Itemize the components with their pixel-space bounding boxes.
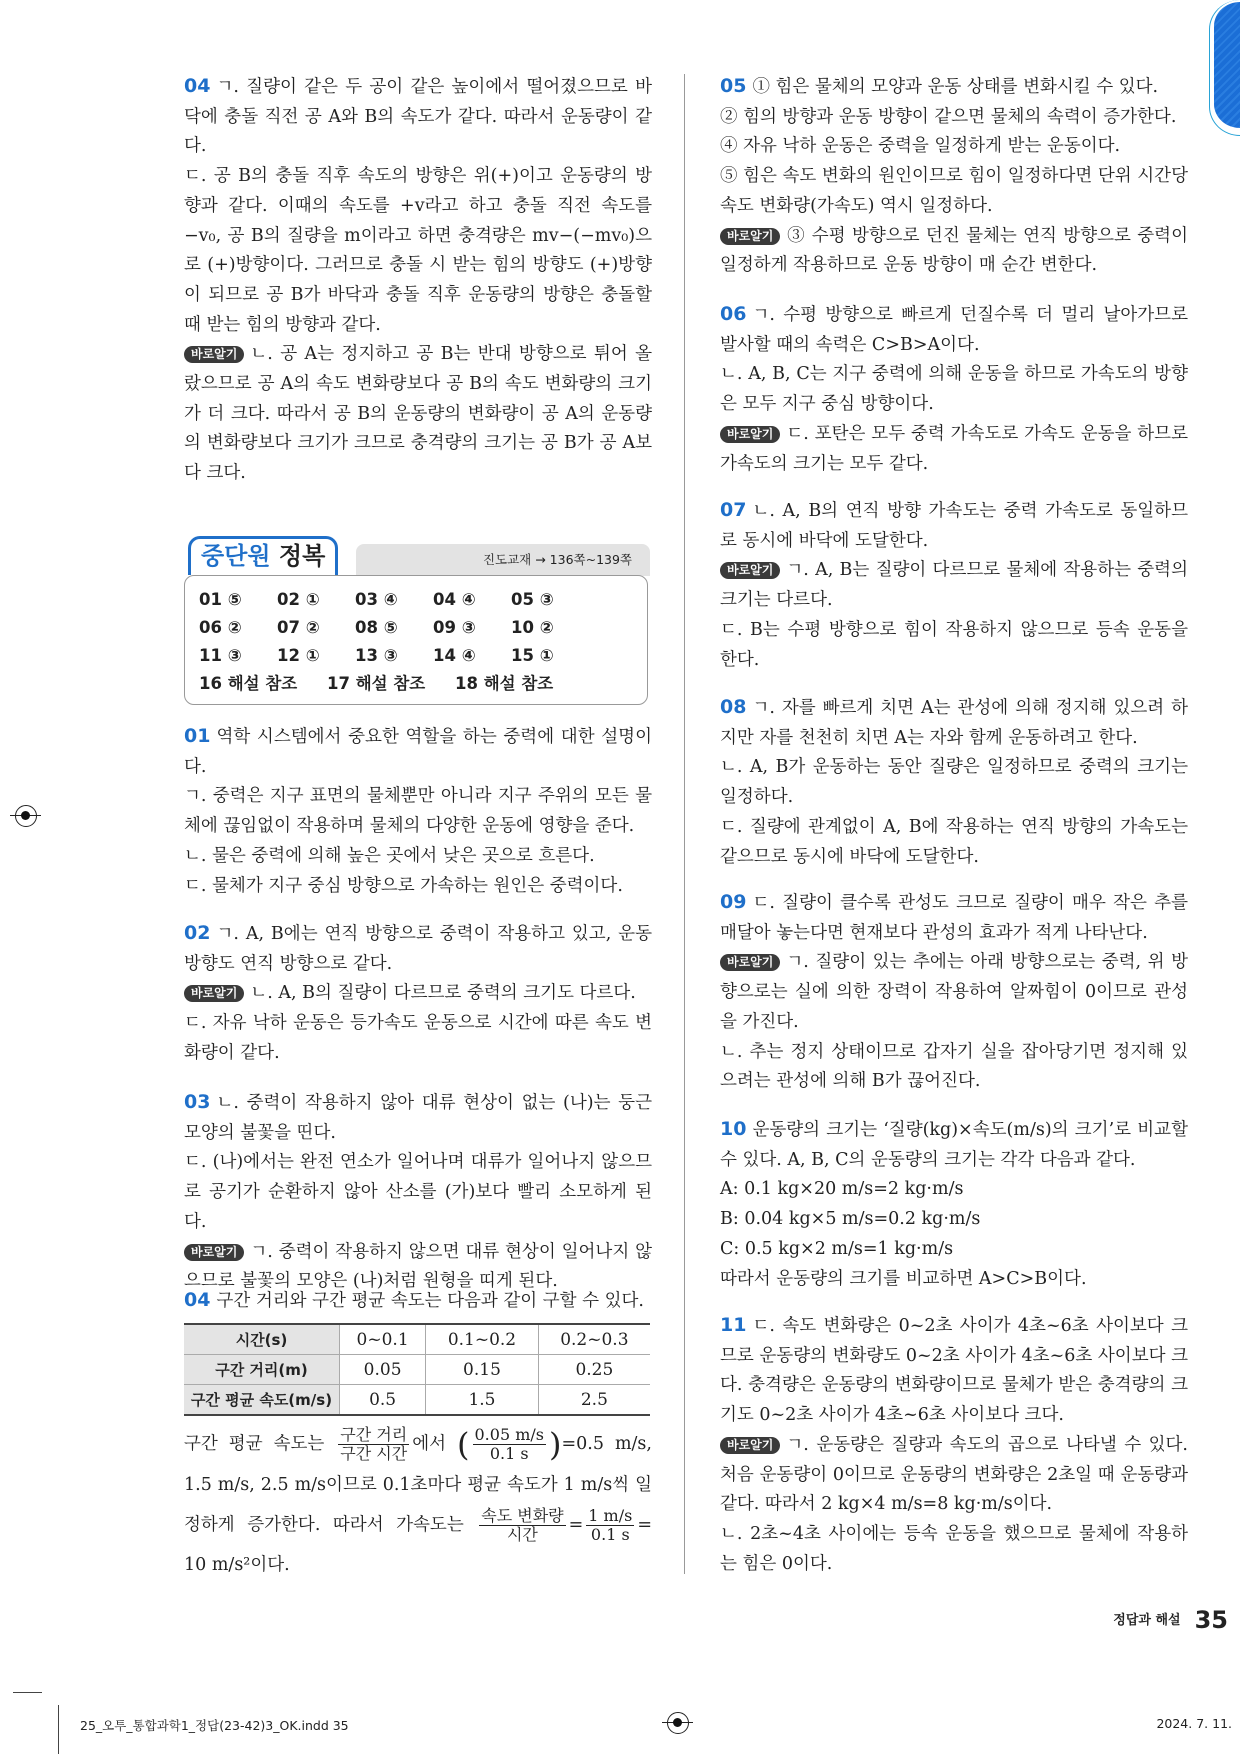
question-number: 07 <box>720 499 747 521</box>
answer-item: 03 ④ <box>355 590 398 609</box>
answer-block <box>720 496 1188 675</box>
answer-item: 07 ② <box>277 618 320 637</box>
table-cell: 0.5 <box>340 1385 426 1416</box>
explanation-text: ㄷ. 속도 변화량은 0~2초 사이가 4초~6초 사이보다 크므로 운동량의 변화량도 0~2초 사이가 4초~6초 사이보다 크다. 충격량은 운동량의 변화량이므로 물체가 받은 충격량의 크기도 0~2초 사이가 4초~6초 사이보다 크다. <box>720 1316 1188 1426</box>
table-cell: 0.25 <box>538 1355 650 1385</box>
explanation-text: ㄴ. 중력이 작용하지 않아 대류 현상이 없는 (나)는 둥근 모양의 불꽃을 띤다. <box>184 1093 652 1143</box>
explanation-paragraph <box>720 616 1188 675</box>
explanation-text: ㄴ. A, B가 운동하는 동안 질량은 일정하므로 중력의 크기는 일정하다. <box>720 757 1188 808</box>
explanation-paragraph <box>720 1235 1188 1265</box>
explanation-text: A: 0.1 kg×20 m/s=2 kg·m/s <box>720 1179 964 1200</box>
question-number: 06 <box>720 303 747 325</box>
answer-block <box>720 300 1188 479</box>
crop-mark <box>58 1705 59 1754</box>
explanation-paragraph <box>720 1038 1188 1097</box>
answer-key-box <box>184 575 648 705</box>
numerator: 1 m/s <box>588 1505 633 1525</box>
explanation-paragraph <box>184 1286 652 1317</box>
denominator: 구간 시간 <box>340 1444 408 1463</box>
table-row <box>184 1385 650 1416</box>
explanation-text: ㄴ. A, B의 질량이 다르므로 중력의 크기도 다르다. <box>250 983 636 1004</box>
explanation-text: ㄱ. 중력이 작용하지 않으면 대류 현상이 일어나지 않으므로 불꽃의 모양은 (나)처럼 원형을 띠게 된다. <box>184 1241 652 1292</box>
registration-mark-icon <box>667 1712 689 1734</box>
explanation-text: ㄱ. A, B에는 연직 방향으로 중력이 작용하고 있고, 운동 방향도 연직 방향으로 같다. <box>184 924 652 974</box>
correction-badge: 바로알기 <box>720 426 780 443</box>
explanation-paragraph <box>184 340 652 489</box>
answer-block <box>184 1286 652 1317</box>
print-date: 2024. 7. 11. <box>1156 1716 1232 1731</box>
acceleration-derivation <box>184 1424 652 1585</box>
answer-block <box>184 72 652 489</box>
explanation-text: ㄷ. (나)에서는 완전 연소가 일어나며 대류가 일어나지 않으므로 공기가 순환하지 않아 산소를 (가)보다 빨리 소모하게 된다. <box>184 1152 652 1232</box>
explanation-text: ㄱ. 질량이 같은 두 공이 같은 높이에서 떨어졌으므로 바닥에 충돌 직전 공 A와 B의 속도가 같다. 따라서 운동량이 같다. <box>184 77 652 157</box>
explanation-paragraph <box>720 132 1188 162</box>
explanation-paragraph <box>720 1265 1188 1295</box>
question-number: 05 <box>720 75 747 97</box>
explanation-text: ㄱ. 수평 방향으로 빠르게 던질수록 더 멀리 날아가므로 발사할 때의 속력은 C>B>A이다. <box>720 305 1188 355</box>
fraction <box>586 1507 634 1544</box>
explanation-text: ⑤ 힘은 속도 변화의 원인이므로 힘이 일정하다면 단위 시간당 속도 변화량(가속도) 역시 일정하다. <box>720 166 1188 216</box>
explanation-text: ㄴ. 공 A는 정지하고 공 B는 반대 방향으로 튀어 올랐으므로 공 A의 속도 변화량보다 공 B의 속도 변화량의 크기가 더 크다. 따라서 공 B의 운동량의 변화량이 공 A의 운동량의 변화량보다 크기가 크므로 충격량의 크기는 공 B가 공 A보다 크다. <box>184 344 652 484</box>
crop-mark <box>13 1692 42 1693</box>
numerator: 속도 변화량 <box>481 1505 564 1525</box>
answer-item: 05 ③ <box>511 590 554 609</box>
answer-item: 10 ② <box>511 618 554 637</box>
answer-item: 12 ① <box>277 646 320 665</box>
denominator: 0.1 s <box>590 1524 630 1544</box>
explanation-text: ㄱ. 운동량은 질량과 속도의 곱으로 나타낼 수 있다. 처음 운동량이 0이므로 운동량의 변화량은 2초일 때 운동량과 같다. 따라서 2 kg×4 m/s=8 kg·m/s이다. <box>720 1434 1188 1515</box>
table-cell: 0.05 <box>340 1355 426 1385</box>
question-number: 04 <box>184 75 211 97</box>
explanation-text: B: 0.04 kg×5 m/s=0.2 kg·m/s <box>720 1209 981 1230</box>
explanation-paragraph <box>720 948 1188 1037</box>
answer-item: 18 해설 참조 <box>455 674 554 693</box>
answer-item: 04 ④ <box>433 590 476 609</box>
answer-item: 06 ② <box>199 618 242 637</box>
answer-block <box>720 1115 1188 1294</box>
answer-item: 08 ⑤ <box>355 618 398 637</box>
explanation-paragraph <box>720 496 1188 556</box>
explanation-paragraph <box>184 1009 652 1068</box>
explanation-paragraph <box>184 1088 652 1148</box>
explanation-text: ㄷ. 물체가 지구 중심 방향으로 가속하는 원인은 중력이다. <box>184 875 623 896</box>
explanation-text: 운동량의 크기는 ‘질량(kg)×속도(m/s)의 크기’로 비교할 수 있다. A, B, C의 운동량의 크기는 각각 다음과 같다. <box>720 1120 1188 1170</box>
explanation-paragraph <box>720 222 1188 281</box>
explanation-paragraph <box>720 556 1188 615</box>
explanation-paragraph <box>720 1520 1188 1579</box>
footer-label: 정답과 해설 <box>1113 1613 1181 1628</box>
explanation-paragraph <box>720 103 1188 133</box>
question-number: 03 <box>184 1091 211 1113</box>
explanation-text: 따라서 운동량의 크기를 비교하면 A>C>B이다. <box>720 1268 1087 1289</box>
section-title <box>188 536 338 575</box>
explanation-text: ㄴ. 추는 정지 상태이므로 갑자기 실을 잡아당기면 정지해 있으려는 관성에 의해 B가 끊어진다. <box>720 1041 1188 1092</box>
explanation-text: ② 힘의 방향과 운동 방향이 같으면 물체의 속력이 증가한다. <box>720 106 1177 127</box>
table-cell: 시간(s) <box>184 1324 340 1355</box>
explanation-text: ㄴ. A, B, C는 지구 중력에 의해 운동을 하므로 가속도의 방향은 모두 지구 중심 방향이다. <box>720 364 1188 415</box>
speed-table <box>184 1323 650 1416</box>
explanation-paragraph <box>720 888 1188 948</box>
explanation-paragraph <box>720 813 1188 872</box>
explanation-paragraph <box>184 1148 652 1237</box>
explanation-paragraph <box>720 1431 1188 1520</box>
question-number: 02 <box>184 922 211 944</box>
correction-badge: 바로알기 <box>720 1437 780 1454</box>
formula-text: =0.5 m/s, 1.5 m/s, 2.5 m/s이므로 0.1초마다 평균 속도가 1 m/s씩 일정하게 증가한다. 따라서 가속도는 <box>184 1434 652 1535</box>
explanation-paragraph <box>720 360 1188 419</box>
page-number: 35 <box>1194 1606 1228 1634</box>
answer-block <box>184 722 652 901</box>
explanation-text: ㄷ. B는 수평 방향으로 힘이 작용하지 않으므로 등속 운동을 한다. <box>720 619 1188 670</box>
answer-item: 02 ① <box>277 590 320 609</box>
paren: ) <box>548 1425 562 1464</box>
question-number: 11 <box>720 1314 747 1336</box>
table-cell: 0.2~0.3 <box>538 1324 650 1355</box>
numerator: 0.05 m/s <box>474 1425 544 1444</box>
table-cell: 0.1~0.2 <box>426 1324 539 1355</box>
textbook-reference: 진도교재 → 136쪽~139쪽 <box>356 544 650 576</box>
explanation-text: ㄱ. 자를 빠르게 치면 A는 관성에 의해 정지해 있으려 하지만 자를 천천히 치면 A는 자와 함께 운동하려고 한다. <box>720 698 1188 748</box>
explanation-text: ㄷ. 자유 낙하 운동은 등가속도 운동으로 시간에 따른 속도 변화량이 같다. <box>184 1013 652 1063</box>
explanation-paragraph <box>184 722 652 782</box>
answer-item: 13 ③ <box>355 646 398 665</box>
answer-block <box>720 72 1188 281</box>
formula-text: 에서 <box>412 1434 447 1454</box>
answer-item: 01 ⑤ <box>199 590 242 609</box>
question-number: 10 <box>720 1118 747 1140</box>
explanation-paragraph <box>720 1115 1188 1175</box>
explanation-text: ④ 자유 낙하 운동은 중력을 일정하게 받는 운동이다. <box>720 136 1121 157</box>
explanation-text: ① 힘은 물체의 모양과 운동 상태를 변화시킬 수 있다. <box>752 77 1159 97</box>
page-footer <box>1113 1606 1228 1634</box>
answer-item: 09 ③ <box>433 618 476 637</box>
formula-text: 구간 평균 속도는 <box>184 1434 325 1454</box>
explanation-text: 구간 거리와 구간 평균 속도는 다음과 같이 구할 수 있다. <box>216 1291 644 1311</box>
explanation-paragraph <box>720 1311 1188 1431</box>
explanation-paragraph <box>720 300 1188 360</box>
answer-item: 11 ③ <box>199 646 242 665</box>
explanation-paragraph <box>720 753 1188 812</box>
table-cell: 구간 거리(m) <box>184 1355 340 1385</box>
table-cell: 0~0.1 <box>340 1324 426 1355</box>
table-cell: 0.15 <box>426 1355 539 1385</box>
section-title-black: 정복 <box>278 542 326 570</box>
explanation-text: ㄷ. 질량에 관계없이 A, B에 작용하는 연직 방향의 가속도는 같으므로 동시에 바닥에 도달한다. <box>720 816 1188 867</box>
numerator: 구간 거리 <box>340 1425 408 1444</box>
explanation-text: 역학 시스템에서 중요한 역할을 하는 중력에 대한 설명이다. <box>184 727 652 777</box>
answer-item: 17 해설 참조 <box>327 674 426 693</box>
explanation-text: ㄴ. A, B의 연직 방향 가속도는 중력 가속도로 동일하므로 동시에 바닥에 도달한다. <box>720 501 1188 551</box>
explanation-text: ③ 수평 방향으로 던진 물체는 연직 방향으로 중력이 일정하게 작용하므로 운동 방향이 매 순간 변한다. <box>720 225 1188 276</box>
explanation-paragraph <box>184 162 652 340</box>
section-header <box>184 536 650 576</box>
denominator: 0.1 s <box>489 1444 529 1463</box>
correction-badge: 바로알기 <box>184 985 244 1002</box>
explanation-paragraph <box>720 420 1188 479</box>
explanation-text: ㄱ. 중력은 지구 표면의 물체뿐만 아니라 지구 주위의 모든 물체에 끊임없이 작용하며 물체의 다양한 운동에 영향을 준다. <box>184 786 652 837</box>
explanation-paragraph <box>720 162 1188 221</box>
explanation-paragraph <box>720 1205 1188 1235</box>
fraction <box>479 1507 565 1544</box>
correction-badge: 바로알기 <box>184 1244 244 1261</box>
answer-block <box>720 693 1188 872</box>
fraction <box>338 1426 409 1463</box>
correction-badge: 바로알기 <box>720 228 780 245</box>
table-row <box>184 1355 650 1385</box>
table-cell: 2.5 <box>538 1385 650 1416</box>
explanation-paragraph <box>720 693 1188 753</box>
explanation-paragraph <box>184 872 652 902</box>
section-title-blue: 중단원 <box>201 542 271 570</box>
answer-block <box>720 888 1188 1097</box>
explanation-paragraph <box>184 72 652 162</box>
registration-mark-icon <box>15 805 37 827</box>
chapter-tab-badge <box>1212 0 1240 130</box>
table-row <box>184 1324 650 1355</box>
paren: ( <box>457 1425 470 1464</box>
explanation-text: ㄷ. 질량이 클수록 관성도 크므로 질량이 매우 작은 추를 매달아 놓는다면 현재보다 관성의 효과가 적게 나타난다. <box>720 893 1188 943</box>
explanation-paragraph <box>184 782 652 841</box>
table-cell: 구간 평균 속도(m/s) <box>184 1385 340 1416</box>
explanation-text: ㄷ. 포탄은 모두 중력 가속도로 가속도 운동을 하므로 가속도의 크기는 모두 같다. <box>720 423 1188 474</box>
explanation-paragraph <box>184 842 652 872</box>
fraction <box>473 1426 546 1463</box>
explanation-text: ㄷ. 공 B의 충돌 직후 속도의 방향은 위(+)이고 운동량의 방향과 같다. 이때의 속도를 +v라고 하고 충돌 직전 속도를 −v₀, 공 B의 질량을 m이라고 하면 충격량은 mv−(−mv₀)으로 (+)방향이다. 그러므로 충돌 시 받는 힘의 방향도 (+)방향이 되므로 공 B가 바닥과 충돌 직후 운동량의 방향은 충돌할 때 받는 힘의 방향과 같다. <box>184 166 652 335</box>
explanation-paragraph <box>720 72 1188 103</box>
table-cell: 1.5 <box>426 1385 539 1416</box>
formula-text: = <box>568 1514 584 1535</box>
column-divider <box>684 74 685 1574</box>
explanation-paragraph <box>720 1175 1188 1205</box>
answer-item: 16 해설 참조 <box>199 674 298 693</box>
question-number: 09 <box>720 891 747 913</box>
explanation-paragraph <box>184 979 652 1009</box>
explanation-text: ㄱ. 질량이 있는 추에는 아래 방향으로는 중력, 위 방향으로는 실에 의한 장력이 작용하여 알짜힘이 0이므로 관성을 가진다. <box>720 952 1188 1032</box>
answer-block <box>720 1311 1188 1579</box>
question-number: 08 <box>720 696 747 718</box>
question-number: 04 <box>184 1289 211 1311</box>
answer-block <box>184 1088 652 1297</box>
explanation-text: ㄴ. 2초~4초 사이에는 등속 운동을 했으므로 물체에 작용하는 힘은 0이다. <box>720 1523 1188 1574</box>
explanation-text: ㄴ. 물은 중력에 의해 높은 곳에서 낮은 곳으로 흐른다. <box>184 845 595 866</box>
answer-item: 15 ① <box>511 646 554 665</box>
correction-badge: 바로알기 <box>720 562 780 579</box>
explanation-text: C: 0.5 kg×2 m/s=1 kg·m/s <box>720 1238 954 1259</box>
explanation-paragraph <box>184 919 652 979</box>
correction-badge: 바로알기 <box>720 954 780 971</box>
correction-badge: 바로알기 <box>184 346 244 363</box>
answer-block <box>184 919 652 1069</box>
question-number: 01 <box>184 725 211 747</box>
formula-text: = 10 m/s²이다. <box>184 1514 652 1575</box>
file-slug: 25_오투_통합과학1_정답(23-42)3_OK.indd 35 <box>80 1718 349 1733</box>
explanation-text: ㄱ. A, B는 질량이 다르므로 물체에 작용하는 중력의 크기는 다르다. <box>720 560 1188 611</box>
answer-item: 14 ④ <box>433 646 476 665</box>
denominator: 시간 <box>506 1524 538 1544</box>
